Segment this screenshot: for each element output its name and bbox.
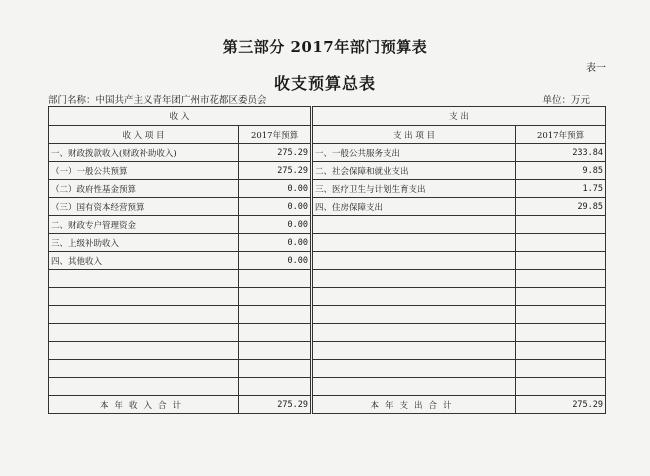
- income-amount-cell: [239, 288, 312, 306]
- income-amount-cell: 275.29: [239, 144, 312, 162]
- table-row: [49, 234, 606, 252]
- income-amount-cell: [239, 378, 312, 396]
- unit-label: 单位：万元: [542, 95, 590, 106]
- expense-amount-cell: [516, 306, 606, 324]
- income-item-cell: （一）一般公共预算: [49, 162, 239, 180]
- budget-table: [48, 106, 606, 414]
- expense-item-cell: 三、医疗卫生与计划生育支出: [312, 180, 516, 198]
- expense-amount-cell: 9.85: [516, 162, 606, 180]
- income-amount-cell: [239, 324, 312, 342]
- income-item-cell: （三）国有资本经营预算: [49, 198, 239, 216]
- expense-total-value: 275.29: [516, 396, 606, 414]
- expense-amount-cell: [516, 360, 606, 378]
- expense-amount-cell: [516, 252, 606, 270]
- income-item-cell: 二、财政专户管理资金: [49, 216, 239, 234]
- table-title: 收支预算总表: [273, 74, 376, 93]
- expense-amount-cell: [516, 378, 606, 396]
- income-amount-cell: [239, 270, 312, 288]
- income-item-cell: [49, 288, 239, 306]
- income-item-cell: 一、财政拨款收入(财政补助收入): [49, 144, 239, 162]
- expense-item-cell: [312, 378, 516, 396]
- income-item-cell: [49, 270, 239, 288]
- expense-amount-cell: 1.75: [516, 180, 606, 198]
- table-row: [49, 270, 606, 288]
- income-item-header: 收 入 项 目: [49, 126, 239, 144]
- expense-item-cell: [312, 306, 516, 324]
- expense-amount-cell: [516, 288, 606, 306]
- income-amount-cell: [239, 342, 312, 360]
- income-item-cell: [49, 360, 239, 378]
- column-header-row: [49, 126, 606, 144]
- income-amount-cell: 0.00: [239, 234, 312, 252]
- group-header-row: [49, 107, 606, 126]
- income-amount-cell: 0.00: [239, 180, 312, 198]
- income-amount-cell: 275.29: [239, 162, 312, 180]
- department-name: 部门名称：中国共产主义青年团广州市花都区委员会: [48, 95, 267, 106]
- expense-item-cell: 二、社会保障和就业支出: [312, 162, 516, 180]
- table-row: [49, 342, 606, 360]
- expense-amount-cell: 29.85: [516, 198, 606, 216]
- income-group-header: 收 入: [49, 107, 312, 126]
- expense-item-cell: [312, 270, 516, 288]
- table-row: [49, 288, 606, 306]
- table-row: [49, 360, 606, 378]
- table-row: [49, 144, 606, 162]
- table-row: [49, 198, 606, 216]
- expense-amount-cell: [516, 342, 606, 360]
- income-total-value: 275.29: [239, 396, 312, 414]
- table-number: 表一: [586, 63, 606, 74]
- expense-item-cell: 四、住房保障支出: [312, 198, 516, 216]
- income-amount-cell: 0.00: [239, 216, 312, 234]
- expense-item-cell: [312, 216, 516, 234]
- income-item-cell: （二）政府性基金预算: [49, 180, 239, 198]
- table-row: [49, 252, 606, 270]
- income-amount-cell: 0.00: [239, 252, 312, 270]
- budget-rows: [49, 144, 606, 396]
- income-amount-cell: [239, 360, 312, 378]
- table-row: [49, 180, 606, 198]
- expense-item-cell: [312, 324, 516, 342]
- expense-amount-cell: [516, 234, 606, 252]
- income-amount-cell: [239, 306, 312, 324]
- expense-group-header: 支 出: [312, 107, 606, 126]
- expense-item-cell: [312, 252, 516, 270]
- income-total-label: 本年收入合计: [49, 396, 239, 414]
- income-item-cell: [49, 306, 239, 324]
- expense-item-header: 支 出 项 目: [312, 126, 516, 144]
- income-item-cell: [49, 342, 239, 360]
- expense-item-cell: [312, 234, 516, 252]
- table-row: [49, 378, 606, 396]
- expense-item-cell: 一、一般公共服务支出: [312, 144, 516, 162]
- expense-amount-cell: 233.84: [516, 144, 606, 162]
- expense-item-cell: [312, 342, 516, 360]
- totals-row: [49, 396, 606, 414]
- expense-item-cell: [312, 288, 516, 306]
- table-row: [49, 306, 606, 324]
- income-item-cell: [49, 324, 239, 342]
- table-row: [49, 162, 606, 180]
- income-amount-cell: 0.00: [239, 198, 312, 216]
- table-row: [49, 324, 606, 342]
- expense-amount-cell: [516, 270, 606, 288]
- income-item-cell: 三、上级补助收入: [49, 234, 239, 252]
- table-row: [49, 216, 606, 234]
- income-item-cell: [49, 378, 239, 396]
- expense-budget-header: 2017年预算: [516, 126, 606, 144]
- expense-amount-cell: [516, 216, 606, 234]
- part-title: 第三部分 2017年部门预算表: [222, 38, 428, 56]
- expense-total-label: 本年支出合计: [312, 396, 516, 414]
- income-item-cell: 四、其他收入: [49, 252, 239, 270]
- expense-amount-cell: [516, 324, 606, 342]
- expense-item-cell: [312, 360, 516, 378]
- income-budget-header: 2017年预算: [239, 126, 312, 144]
